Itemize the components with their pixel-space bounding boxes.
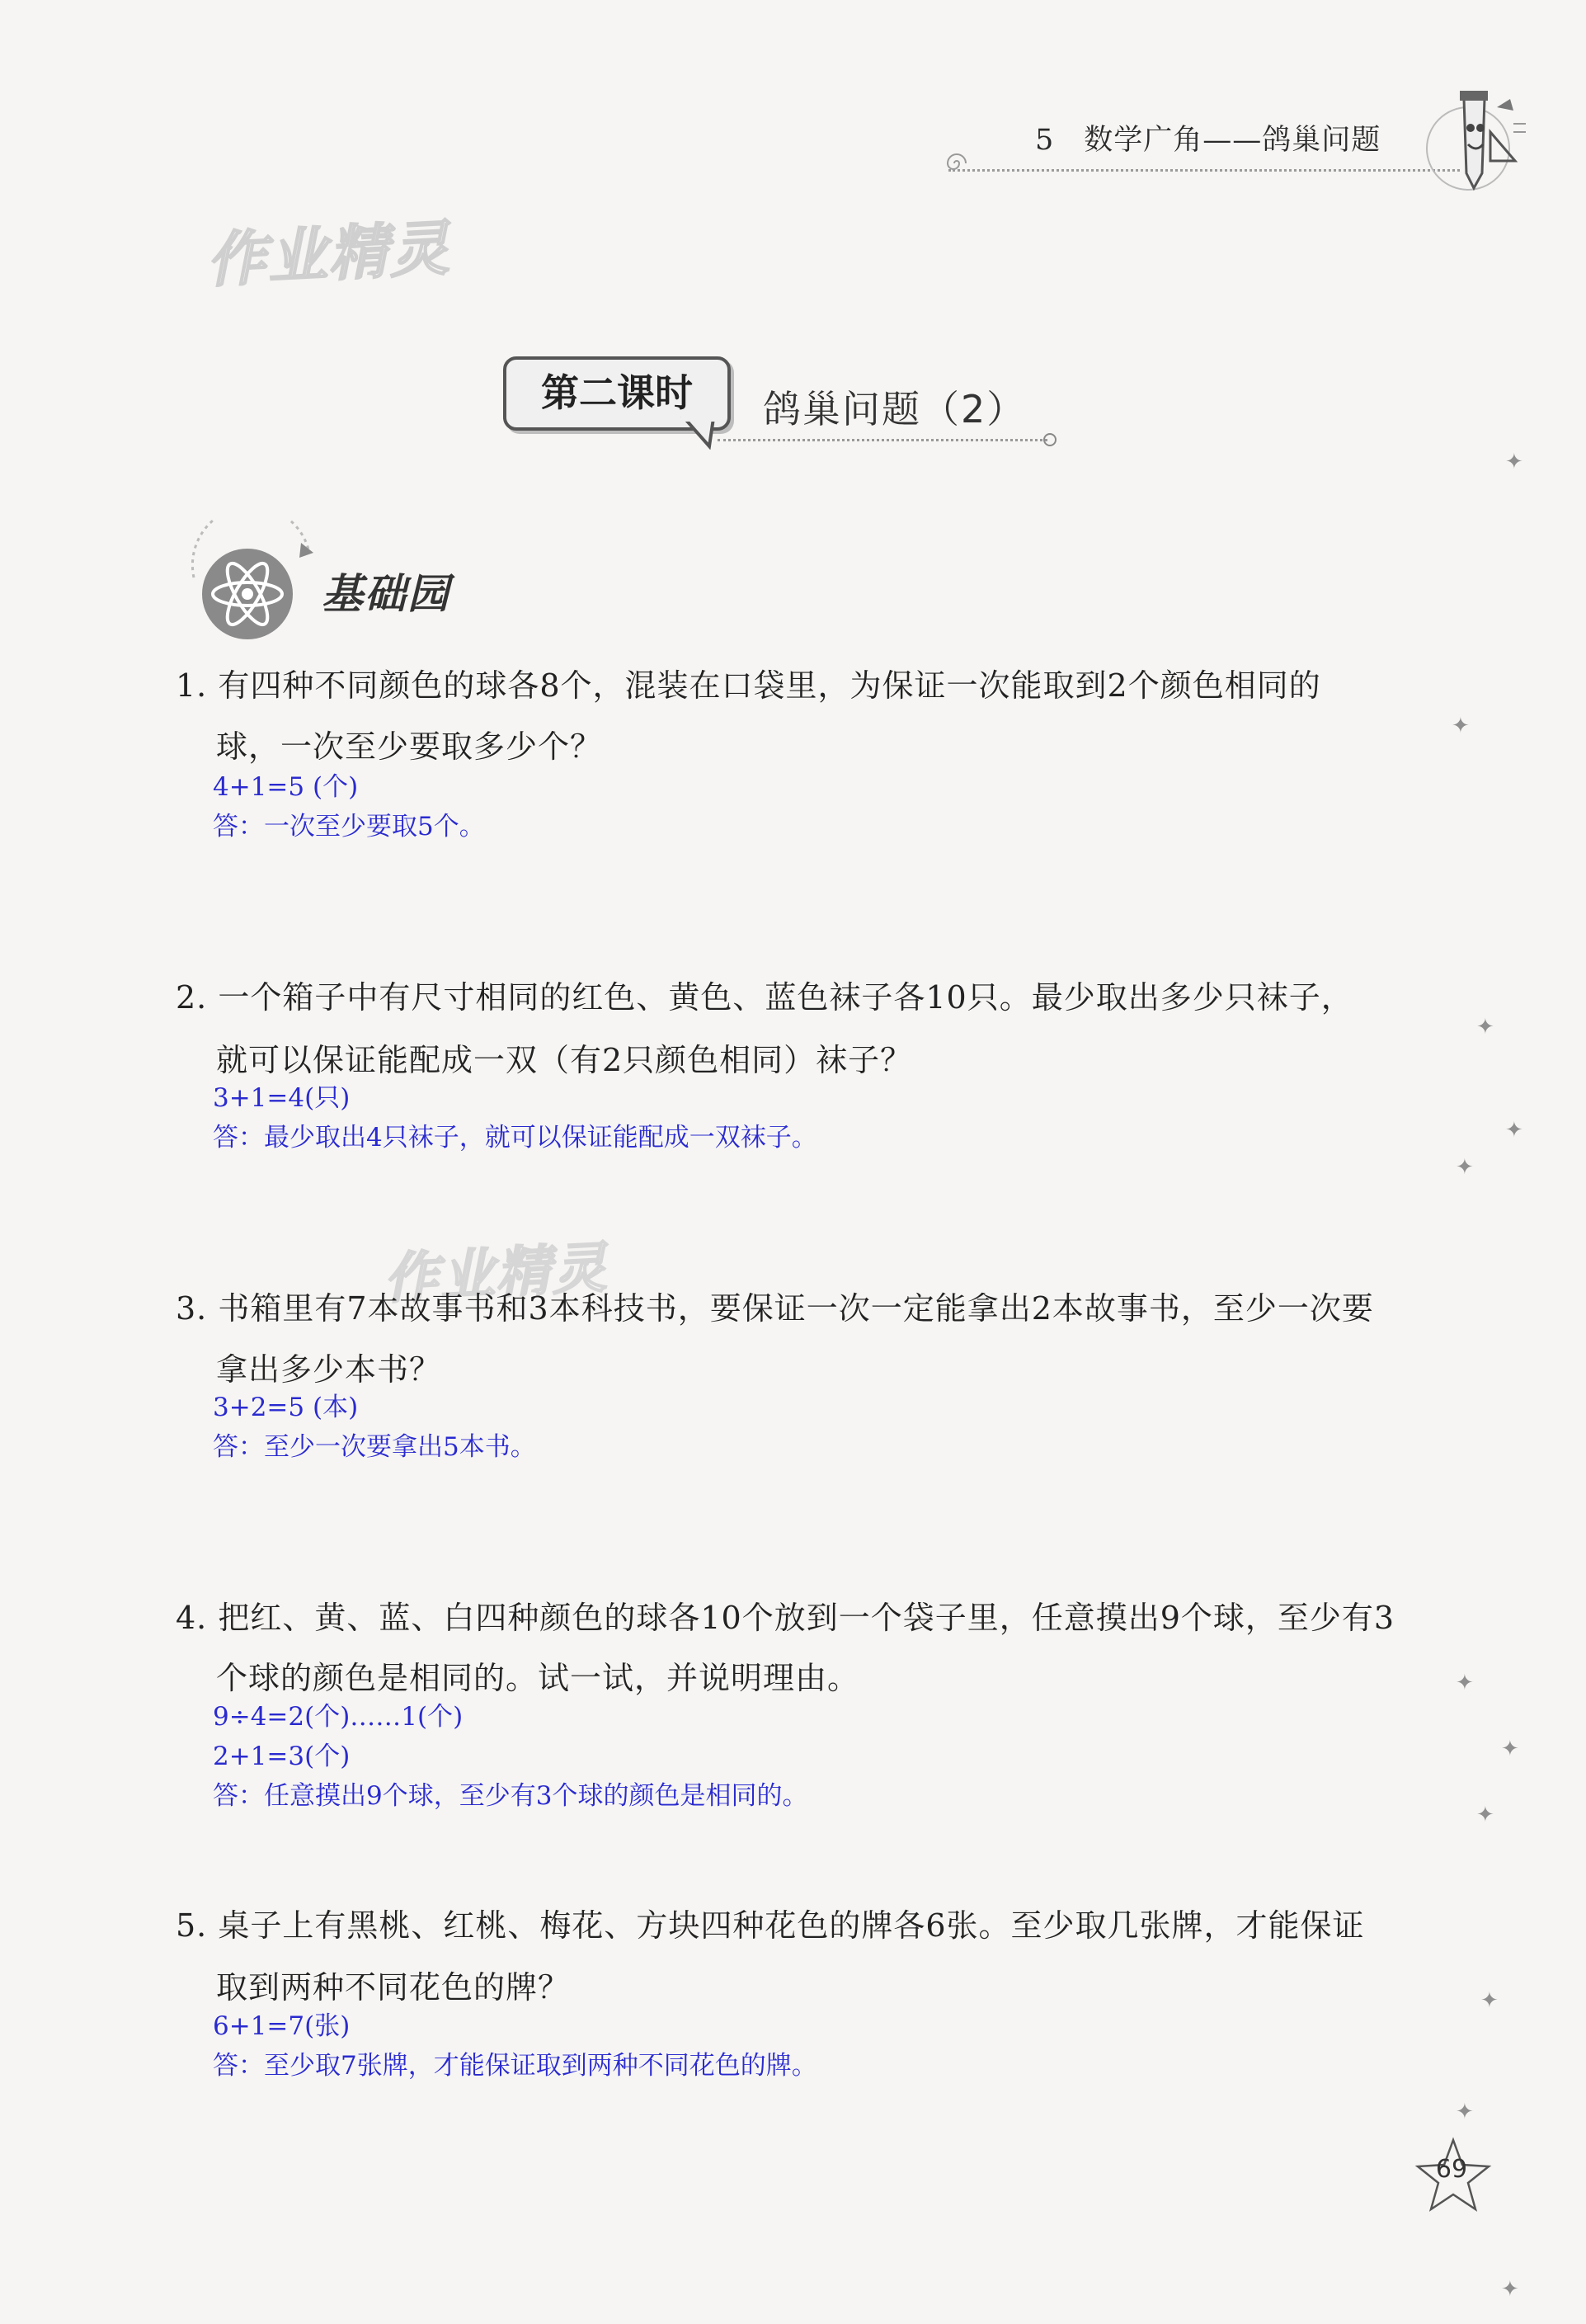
- circle-end-icon: [1041, 431, 1059, 449]
- lesson-topic: 鸽巢问题（2）: [763, 387, 1027, 431]
- star-icon: ✦: [1505, 1118, 1523, 1143]
- answer-line: 答：最少取出4只袜子，就可以保证能配成一双袜子。: [213, 1123, 817, 1153]
- question-line: 就可以保证能配成一双（有2只颜色相同）袜子？: [216, 1042, 913, 1078]
- answer-line: 6+1=7(张): [213, 2011, 351, 2041]
- answer-line: 9÷4=2(个)……1(个): [213, 1702, 464, 1732]
- question-line: 取到两种不同花色的牌？: [216, 1969, 571, 2006]
- lesson-label: 第二课时: [541, 370, 693, 415]
- question-3: [176, 1283, 1374, 1328]
- answer-line: 2+1=3(个): [213, 1742, 351, 1771]
- question-line: 4. 把红、黄、蓝、白四种颜色的球各10个放到一个袋子里，任意摸出9个球，至少有3: [176, 1600, 1395, 1636]
- question-line: 1. 有四种不同颜色的球各8个，混装在口袋里，为保证一次能取到2个颜色相同的: [176, 667, 1321, 704]
- star-icon: ✦: [1501, 2277, 1519, 2302]
- star-icon: ✦: [1505, 450, 1523, 474]
- watermark: 作业精灵: [205, 213, 453, 295]
- answer-line: 答：任意摸出9个球，至少有3个球的颜色是相同的。: [213, 1781, 808, 1811]
- question-1: [176, 660, 1321, 705]
- atom-icon: [177, 520, 326, 655]
- star-icon: ✦: [1456, 2100, 1474, 2124]
- answer-line: 3+2=5 (本): [213, 1393, 359, 1422]
- page-number: 69: [1435, 2155, 1468, 2184]
- header-rule: [948, 169, 1460, 172]
- answer-line: 3+1=4(只): [213, 1083, 351, 1113]
- pencil-mascot-icon: [1414, 82, 1530, 201]
- lesson-rule: [718, 439, 1047, 441]
- answer-line: 答：至少一次要拿出5本书。: [213, 1432, 536, 1462]
- star-icon: ✦: [1452, 714, 1470, 738]
- answer-line: 答：一次至少要取5个。: [213, 812, 485, 841]
- watermark: 作业精灵: [382, 1235, 610, 1312]
- answer-line: 4+1=5 (个): [213, 772, 359, 802]
- question-4: [176, 1592, 1395, 1638]
- question-line: 球，一次至少要取多少个？: [216, 728, 603, 765]
- question-line: 个球的颜色是相同的。试一试，并说明理由。: [216, 1660, 860, 1696]
- speech-tail-icon: [676, 417, 726, 450]
- swirl-icon: [940, 147, 973, 183]
- star-icon: ✦: [1480, 1988, 1499, 2013]
- answer-line: 答：至少取7张牌，才能保证取到两种不同花色的牌。: [213, 2051, 817, 2081]
- section-label: 基础园: [322, 569, 450, 618]
- star-icon: ✦: [1456, 1671, 1474, 1695]
- question-5: [176, 1900, 1365, 1945]
- chapter-title: 5 数学广角——鸽巢问题: [1035, 124, 1381, 157]
- star-icon: ✦: [1476, 1015, 1494, 1039]
- question-line: 2. 一个箱子中有尺寸相同的红色、黄色、蓝色袜子各10只。最少取出多少只袜子，: [176, 979, 1353, 1016]
- star-icon: ✦: [1476, 1803, 1494, 1827]
- question-2: [176, 972, 1353, 1017]
- question-line: 5. 桌子上有黑桃、红桃、梅花、方块四种花色的牌各6张。至少取几张牌，才能保证: [176, 1907, 1365, 1944]
- question-line: 3. 书箱里有7本故事书和3本科技书，要保证一次一定能拿出2本故事书，至少一次要: [176, 1290, 1374, 1327]
- star-icon: ✦: [1456, 1155, 1474, 1180]
- question-line: 拿出多少本书？: [216, 1351, 442, 1388]
- star-icon: ✦: [1501, 1737, 1519, 1761]
